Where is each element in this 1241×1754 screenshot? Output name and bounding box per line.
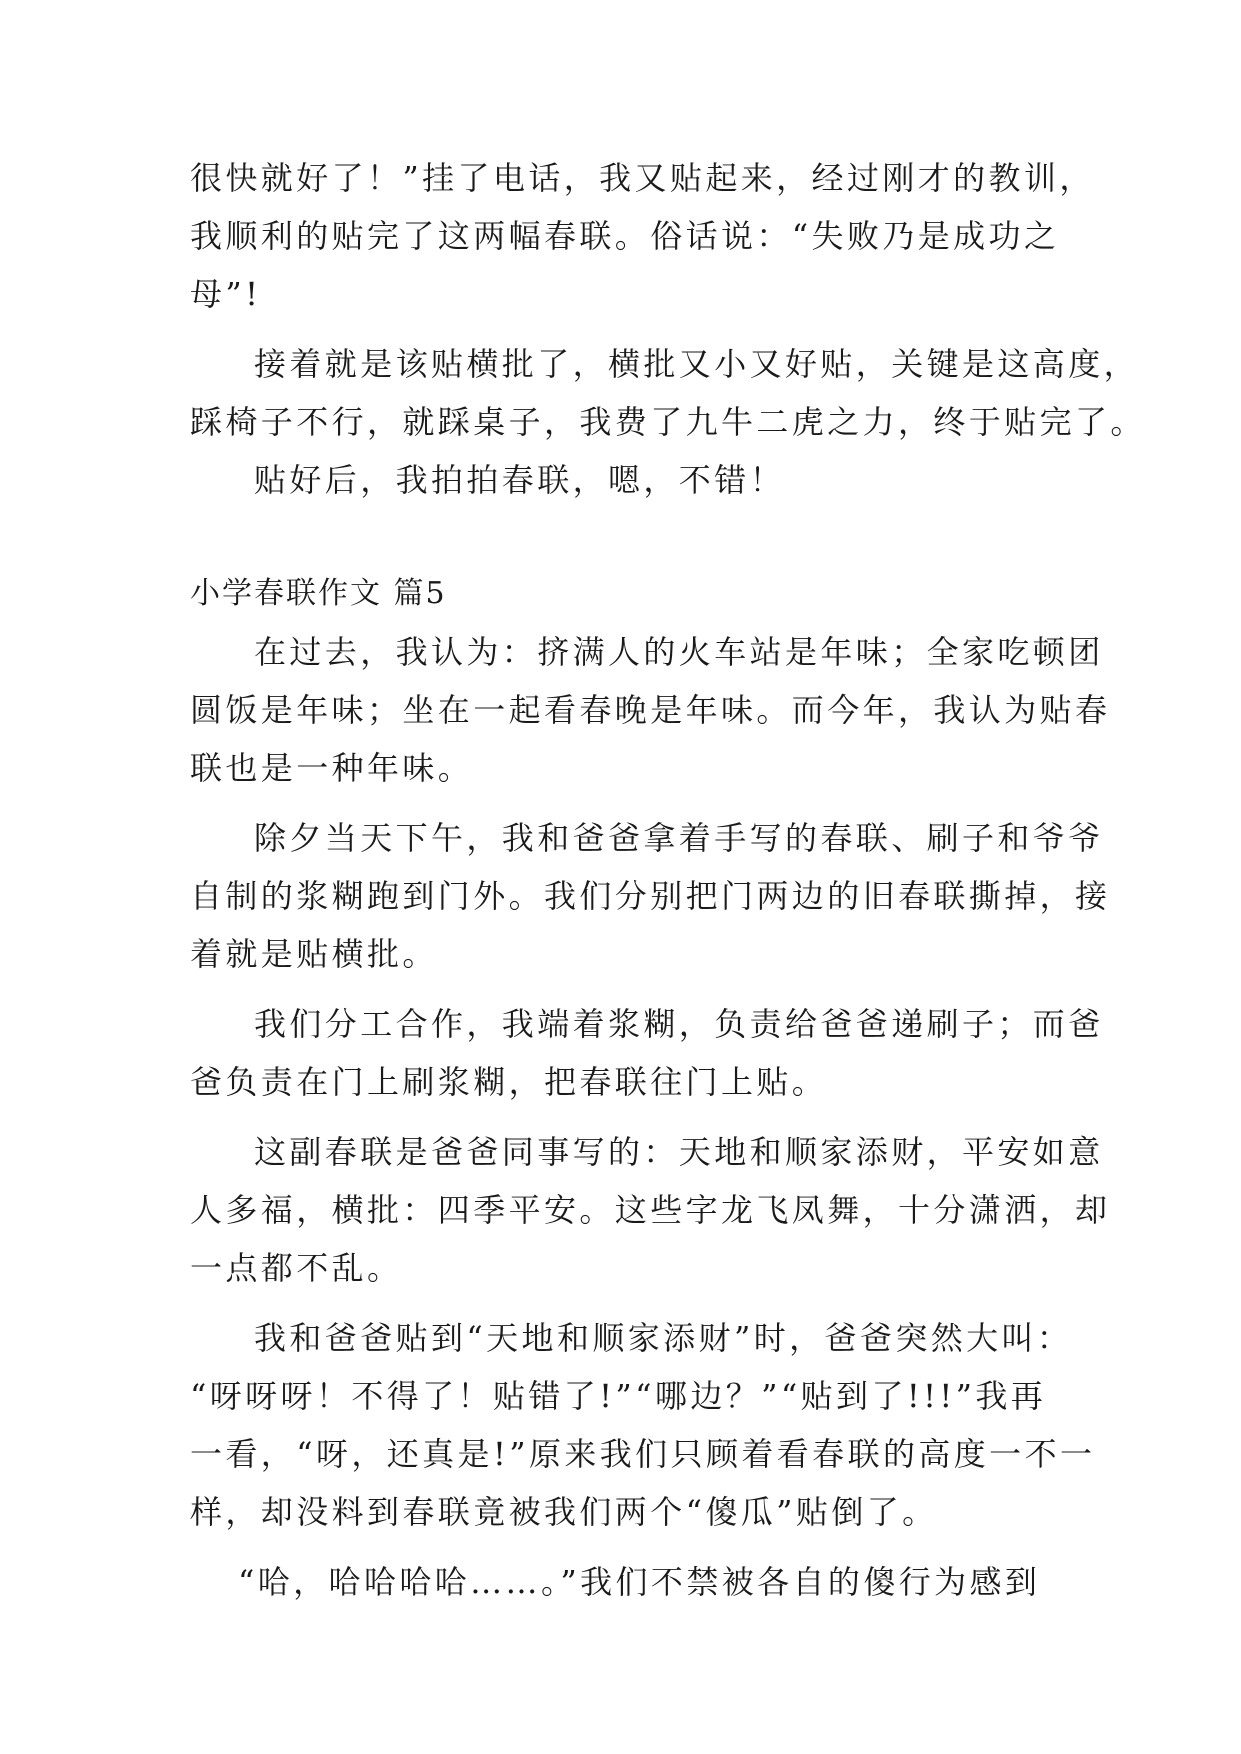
text-line: 这副春联是爸爸同事写的：天地和顺家添财，平安如意 [254,1133,1104,1171]
text-line: 一看，“呀，还真是!”原来我们只顾着看春联的高度一不一 [190,1435,1096,1473]
text-line: 除夕当天下午，我和爸爸拿着手写的春联、刷子和爷爷 [254,819,1104,857]
text-line: 我和爸爸贴到“天地和顺家添财”时，爸爸突然大叫： [254,1319,1073,1357]
text-line: 样，却没料到春联竟被我们两个“傻瓜”贴倒了。 [190,1493,938,1531]
text-line: 贴好后，我拍拍春联，嗯，不错！ [254,461,786,499]
text-line: 联也是一种年味。 [190,749,474,787]
text-line: 一点都不乱。 [190,1249,403,1287]
text-line: 着就是贴横批。 [190,935,438,973]
text-line: 圆饭是年味；坐在一起看春晚是年味。而今年，我认为贴春 [190,691,1111,729]
text-line: 自制的浆糊跑到门外。我们分别把门两边的旧春联撕掉，接 [190,877,1111,915]
text-line: 人多福，横批：四季平安。这些字龙飞凤舞，十分潇洒，却 [190,1191,1111,1229]
text-line: 很快就好了！”挂了电话，我又贴起来，经过刚才的教训， [190,159,1095,197]
text-line: 踩椅子不行，就踩桌子，我费了九牛二虎之力，终于贴完了。 [190,403,1146,441]
text-line: “呀呀呀！不得了！贴错了!”“哪边？”“贴到了!!!”我再 [190,1377,1047,1415]
text-line: “哈，哈哈哈哈……。”我们不禁被各自的傻行为感到 [238,1563,1041,1601]
text-line: 我顺利的贴完了这两幅春联。俗话说：“失败乃是成功之 [190,217,1060,255]
text-line: 母”! [190,275,262,313]
text-line: 在过去，我认为：挤满人的火车站是年味；全家吃顿团 [254,633,1104,671]
text-line: 爸负责在门上刷浆糊，把春联往门上贴。 [190,1063,828,1101]
text-line: 我们分工合作，我端着浆糊，负责给爸爸递刷子；而爸 [254,1005,1104,1043]
section-heading: 小学春联作文 篇5 [190,576,447,611]
text-line: 接着就是该贴横批了，横批又小又好贴，关键是这高度， [254,345,1140,383]
